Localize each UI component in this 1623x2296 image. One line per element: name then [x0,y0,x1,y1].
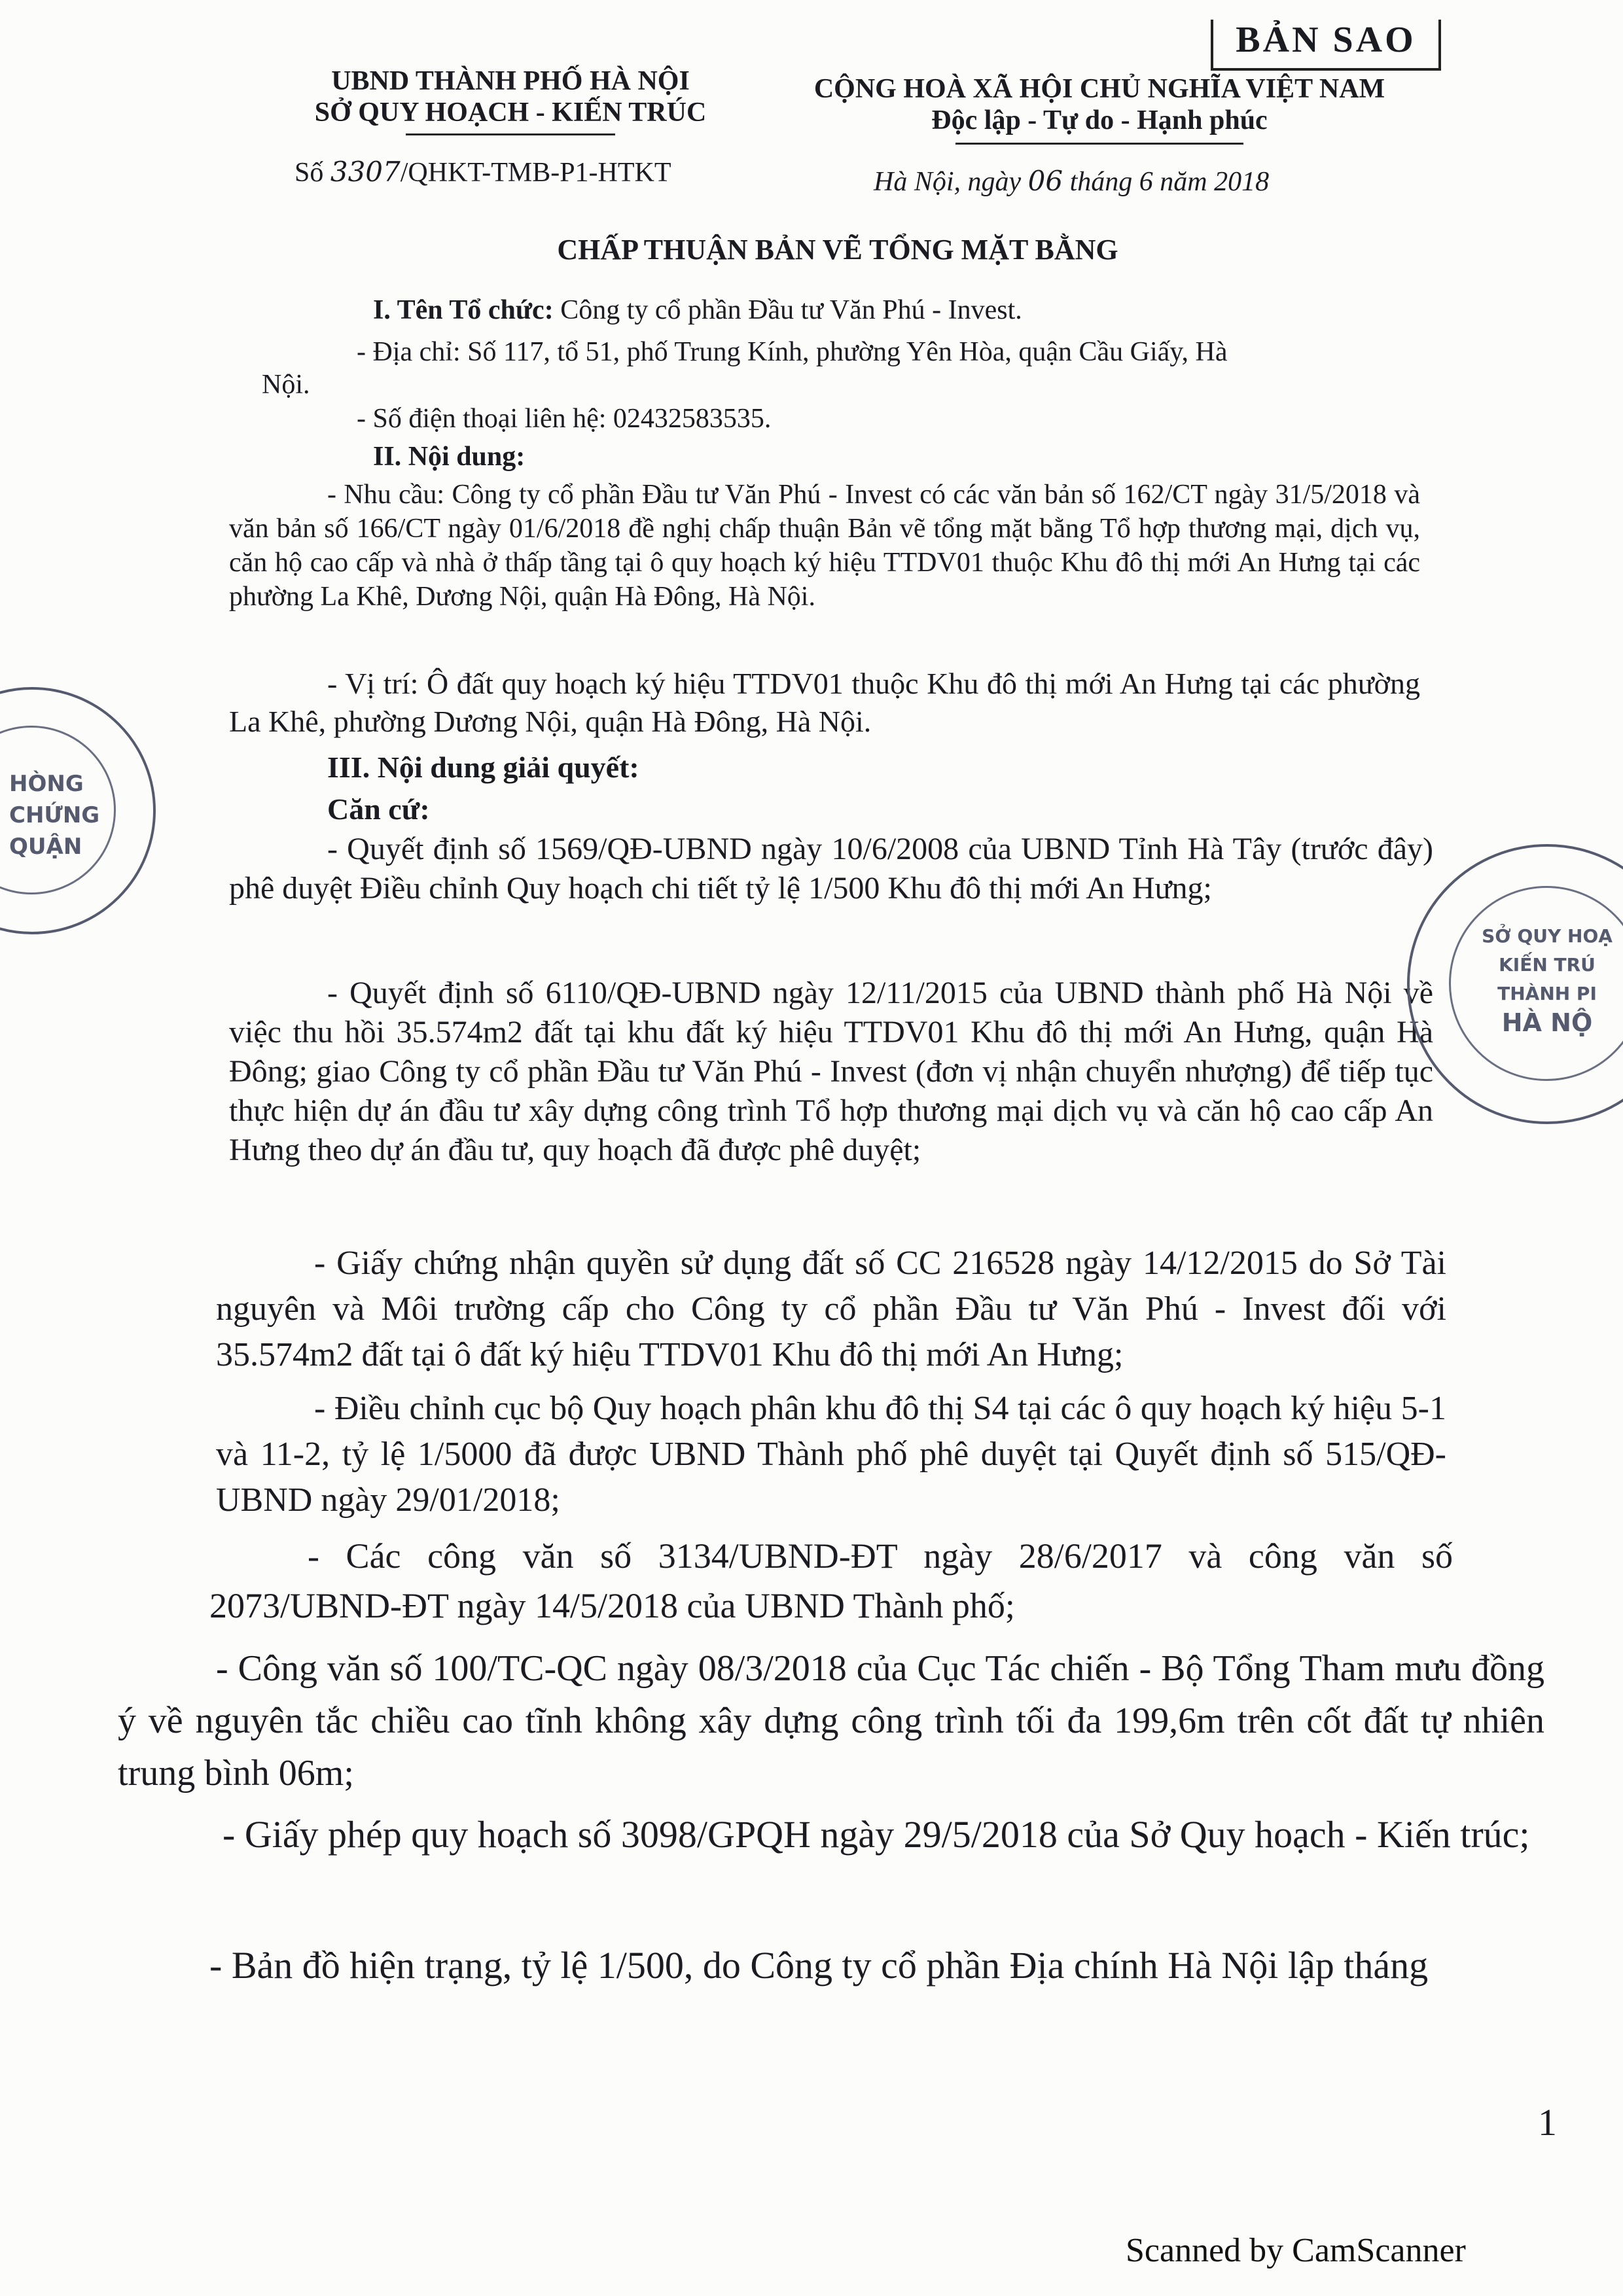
section2-heading: II. Nội dung: [373,442,526,472]
section1-line [373,293,1022,327]
basis-item-4: - Điều chỉnh cục bộ Quy hoạch phân khu đô thị S4 tại các ô quy hoạch ký hiệu 5-1 và 11-2, tỷ lệ 1/5000 đã được UBND Thành phố phê duyệt tại Quyết định số 515/QĐ-UBND ngày 29/01/2018; [216,1390,1446,1519]
copy-stamp: BẢN SAO [1211,20,1441,71]
section3-heading: III. Nội dung giải quyết: [327,751,639,784]
location-paragraph: - Vị trí: Ô đất quy hoạch ký hiệu TTDV01 thuộc Khu đô thị mới An Hưng tại các phường La Khê, phường Dương Nội, quận Hà Đông, Hà Nội. [229,667,1420,738]
motto-underline [955,143,1243,145]
document-number-handwritten: 3307 [330,156,401,188]
address-line: - Địa chỉ: Số 117, tổ 51, phố Trung Kính, phường Yên Hòa, quận Cầu Giấy, Hà [357,337,1228,367]
need-paragraph: - Nhu cầu: Công ty cổ phần Đầu tư Văn Phú - Invest có các văn bản số 162/CT ngày 31/5/2018 và văn bản số 166/CT ngày 01/6/2018 đề nghị chấp thuận Bản vẽ tổng mặt bằng Tổ hợp thương mại, dịch vụ, căn hộ cao cấp và nhà ở thấp tầng tại ô quy hoạch ký hiệu TTDV01 thuộc Khu đô thị mới An Hưng tại các phường La Khê, Dương Nội, quận Hà Đông, Hà Nội. [229,480,1420,612]
basis-item-6: - Công văn số 100/TC-QC ngày 08/3/2018 của Cục Tác chiến - Bộ Tổng Tham mưu đồng ý về nguyên tắc chiều cao tĩnh không xây dựng công trình tối đa 199,6m trên cốt đất tự nhiên trung bình 06m; [118,1648,1544,1793]
basis-item-5: - Các công văn số 3134/UBND-ĐT ngày 28/6/2017 và công văn số 2073/UBND-ĐT ngày 14/5/2018 của UBND Thành phố; [209,1536,1453,1625]
date-day-handwritten: 06 [1027,165,1063,197]
basis-item-1: - Quyết định số 1569/QĐ-UBND ngày 10/6/2008 của UBND Tỉnh Hà Tây (trước đây) phê duyệt Điều chỉnh Quy hoạch chi tiết tỷ lệ 1/500 Khu đô thị mới An Hưng; [229,832,1433,906]
org-name-line2: SỞ QUY HOẠCH - KIẾN TRÚC [314,97,707,128]
page-number: 1 [1538,2101,1557,2144]
nation-title: CỘNG HOÀ XÃ HỘI CHỦ NGHĨA VIỆT NAM [813,74,1385,104]
document-date: Hà Nội, ngày 06 tháng 6 năm 2018 [874,165,1270,197]
nation-motto: Độc lập - Tự do - Hạnh phúc [931,105,1268,135]
basis-item-3: - Giấy chứng nhận quyền sử dụng đất số CC 216528 ngày 14/12/2015 do Sở Tài nguyên và Môi trường cấp cho Công ty cổ phần Đầu tư Văn Phú - Invest đối với 35.574m2 đất tại ô đất ký hiệu TTDV01 Khu đô thị mới An Hưng; [216,1245,1446,1373]
basis-label: Căn cứ: [327,792,430,826]
section1-heading: I. Tên Tổ chức: [373,295,554,325]
official-seal-right: SỞ QUY HOẠ KIẾN TRÚ THÀNH PI HÀ NỘ [1407,844,1623,1124]
official-seal-left: HÒNG CHỨNG QUẬN [0,687,156,934]
scanner-watermark: Scanned by CamScanner [1126,2232,1466,2269]
org-name-line1: UBND THÀNH PHỐ HÀ NỘI [331,66,690,96]
organization-name: Công ty cổ phần Đầu tư Văn Phú - Invest. [553,295,1022,325]
document-number: Số 3307/QHKT-TMB-P1-HTKT [294,156,671,188]
document-title: CHẤP THUẬN BẢN VẼ TỔNG MẶT BẰNG [557,234,1118,266]
address-continuation: Nội. [262,370,310,400]
org-underline [406,133,615,135]
basis-item-8: - Bản đồ hiện trạng, tỷ lệ 1/500, do Công ty cổ phần Địa chính Hà Nội lập tháng [209,1944,1429,1987]
phone-line: - Số điện thoại liên hệ: 02432583535. [357,404,772,434]
basis-item-7: - Giấy phép quy hoạch số 3098/GPQH ngày 29/5/2018 của Sở Quy hoạch - Kiến trúc; [223,1813,1530,1856]
basis-item-2: - Quyết định số 6110/QĐ-UBND ngày 12/11/2015 của UBND thành phố Hà Nội về việc thu hồi 35.574m2 đất tại khu đất ký hiệu TTDV01 Khu đô thị mới An Hưng, quận Hà Đông; giao Công ty cổ phần Đầu tư Văn Phú - Invest (đơn vị nhận chuyển nhượng) để tiếp tục thực hiện dự án đầu tư xây dựng công trình Tổ hợp thương mại dịch vụ và căn hộ cao cấp An Hưng theo dự án đầu tư, quy hoạch đã được phê duyệt; [229,976,1433,1167]
